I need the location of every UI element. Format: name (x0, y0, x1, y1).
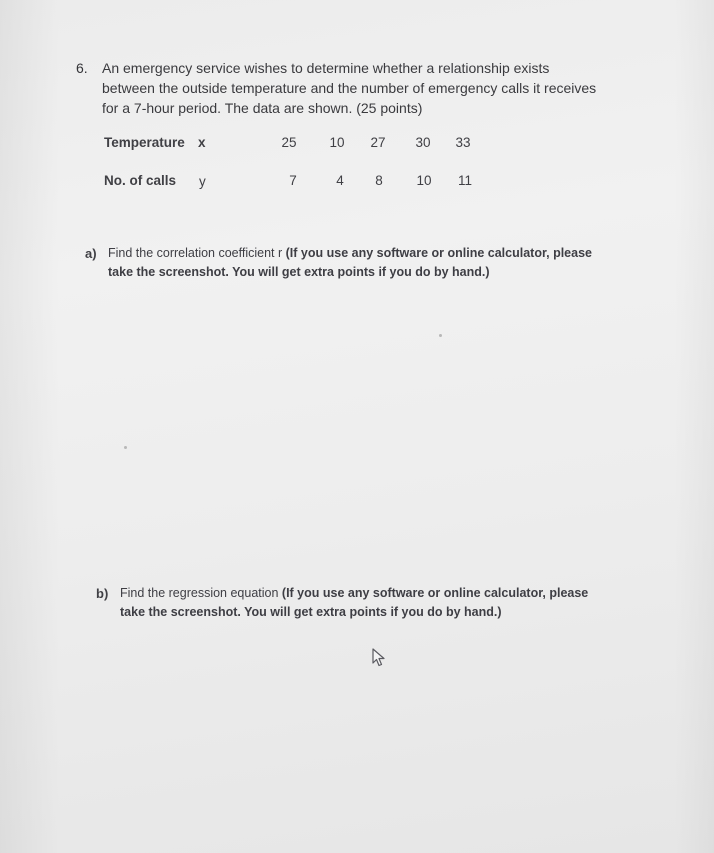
variable-x: x (198, 135, 206, 150)
table-cell: 8 (375, 173, 383, 188)
table-cell: 10 (329, 135, 345, 150)
table-cell: 11 (457, 173, 472, 188)
table-cell: 4 (336, 173, 344, 188)
part-b-line-2: take the screenshot. You will get extra points if you do by hand.) (120, 605, 502, 619)
row-label-temperature: Temperature (104, 135, 185, 150)
table-cell: 7 (289, 173, 297, 188)
paper-shadow-left (0, 0, 60, 853)
part-b-lead: Find the regression equation (120, 586, 279, 600)
paper-shadow-right (674, 0, 714, 853)
paper-speck (439, 334, 442, 337)
question-text-line-2: between the outside temperature and the number of emergency calls it receives (102, 80, 597, 96)
part-a-lead: Find the correlation coefficient r (108, 246, 283, 260)
part-a-line-2: take the screenshot. You will get extra points if you do by hand.) (108, 265, 490, 279)
part-b-line-1 (120, 586, 588, 600)
part-a-letter: a) (85, 246, 97, 261)
table-cell: 27 (370, 135, 386, 150)
question-text-line-3: for a 7-hour period. The data are shown. (25 points) (102, 100, 423, 116)
table-cell: 25 (281, 135, 297, 150)
part-b-note: (If you use any software or online calculator, please (278, 586, 589, 600)
part-a-line-1 (108, 246, 592, 260)
question-text-line-1: An emergency service wishes to determine whether a relationship exists (102, 60, 550, 76)
mouse-cursor-icon (372, 648, 388, 668)
row-label-calls: No. of calls (104, 173, 177, 188)
variable-y: y (199, 174, 206, 189)
table-cell: 10 (416, 173, 432, 188)
part-b-letter: b) (96, 586, 109, 601)
question-number: 6. (76, 60, 88, 76)
table-cell: 30 (415, 135, 431, 150)
table-cell: 33 (455, 135, 471, 150)
paper-speck (124, 446, 127, 449)
part-a-note: (If you use any software or online calculator, please (282, 246, 592, 260)
